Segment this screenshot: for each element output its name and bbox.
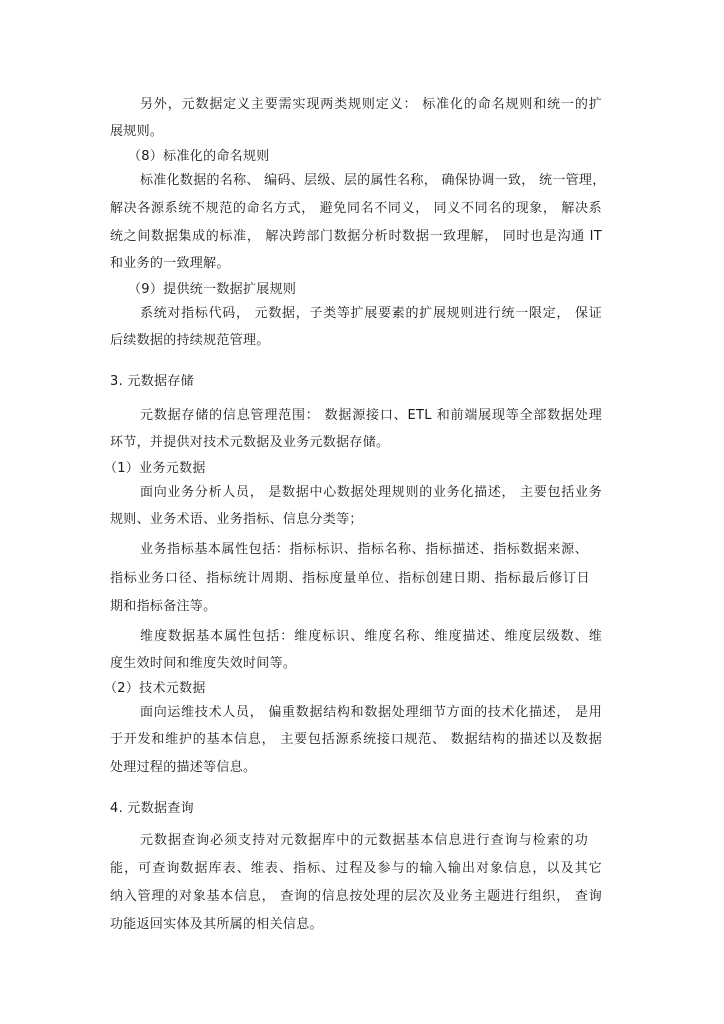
- section-heading: 4. 元数据查询: [110, 801, 194, 816]
- paragraph-line: 展规则。: [110, 124, 164, 139]
- paragraph-line: 维度数据基本属性包括：维度标识、维度名称、维度描述、维度层级数、维: [140, 629, 602, 644]
- paragraph-line: 能，可查询数据库表、维表、指标、过程及参与的输入输出对象信息，以及其它: [110, 861, 602, 876]
- paragraph-line: 面向运维技术人员， 偏重数据结构和数据处理细节方面的技术化描述， 是用: [140, 705, 602, 720]
- paragraph-line: 系统对指标代码， 元数据，子类等扩展要素的扩展规则进行统一限定， 保证: [140, 306, 602, 321]
- section-heading: （9）提供统一数据扩展规则: [128, 282, 297, 297]
- paragraph-line: 元数据存储的信息管理范围： 数据源接口、ETL 和前端展现等全部数据处理: [140, 408, 602, 423]
- paragraph-line: 业务指标基本属性包括：指标标识、指标名称、指标描述、指标数据来源、: [140, 542, 588, 557]
- paragraph-line: 度生效时间和维度失效时间等。: [110, 656, 297, 671]
- paragraph-line: 指标业务口径、指标统计周期、指标度量单位、指标创建日期、指标最后修订日: [110, 571, 590, 586]
- paragraph-line: 元数据查询必须支持对元数据库中的元数据基本信息进行查询与检索的功: [140, 833, 588, 848]
- paragraph-line: 面向业务分析人员， 是数据中心数据处理规则的业务化描述， 主要包括业务: [140, 485, 602, 500]
- paragraph-line: 另外，元数据定义主要需实现两类规则定义： 标准化的命名规则和统一的扩: [140, 97, 602, 112]
- section-heading: 3. 元数据存储: [110, 374, 194, 389]
- paragraph-line: 于开发和维护的基本信息， 主要包括源系统接口规范、 数据结构的描述以及数据: [110, 732, 602, 747]
- paragraph-line: 标准化数据的名称、 编码、层级、层的属性名称， 确保协调一致， 统一管理，: [140, 173, 606, 188]
- paragraph-line: 和业务的一致理解。: [110, 256, 230, 271]
- paragraph-line: 解决各源系统不规范的命名方式， 避免同名不同义， 同义不同名的现象， 解决系: [110, 201, 602, 216]
- paragraph-line: 纳入管理的对象基本信息， 查询的信息按处理的层次及业务主题进行组织， 查询: [110, 889, 602, 904]
- paragraph-line: 处理过程的描述等信息。: [110, 760, 257, 775]
- section-heading: （2）技术元数据: [104, 681, 206, 696]
- section-heading: （1）业务元数据: [104, 461, 206, 476]
- section-heading: （8）标准化的命名规则: [128, 149, 270, 164]
- paragraph-line: 规则、业务术语、业务指标、信息分类等；: [110, 512, 363, 527]
- paragraph-line: 环节，并提供对技术元数据及业务元数据存储。: [110, 435, 390, 450]
- paragraph-line: 功能返回实体及其所属的相关信息。: [110, 917, 323, 932]
- paragraph-line: 期和指标备注等。: [110, 599, 217, 614]
- paragraph-line: 统之间数据集成的标准， 解决跨部门数据分析时数据一致理解， 同时也是沟通 IT: [110, 229, 602, 244]
- paragraph-line: 后续数据的持续规范管理。: [110, 333, 270, 348]
